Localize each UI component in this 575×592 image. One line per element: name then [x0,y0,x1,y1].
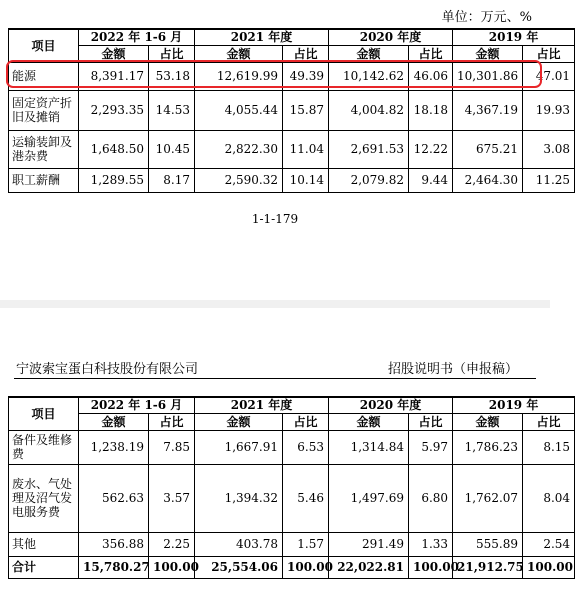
ratio-header: 占比 [409,413,453,430]
table-cell: 555.89 [453,532,523,556]
ratio-header: 占比 [523,45,575,62]
period-header: 2022 年 1-6 月 [79,29,195,45]
table-cell: 1,648.50 [79,130,149,168]
table-cell: 46.06 [409,62,453,90]
table-cell: 15.87 [283,90,329,130]
table-cell: 2.54 [523,532,575,556]
highlight-box [6,60,542,88]
table-cell: 6.80 [409,464,453,532]
table-cell: 3.57 [149,464,195,532]
table-cell: 356.88 [79,532,149,556]
company-name: 宁波索宝蛋白科技股份有限公司 [16,362,199,377]
table-cell: 8.17 [149,168,195,192]
table-cell: 11.04 [283,130,329,168]
table-cell: 47.01 [523,62,575,90]
header-row [9,397,575,413]
table-cell: 12.22 [409,130,453,168]
table-cell: 2,079.82 [329,168,409,192]
table-cell: 7.85 [149,430,195,464]
table-cell: 10,301.86 [453,62,523,90]
table-cell: 1,289.55 [79,168,149,192]
row-label: 固定资产折旧及摊销 [9,90,79,130]
amount-header: 金额 [453,45,523,62]
period-header: 2019 年 [453,29,575,45]
row-label: 运输装卸及港杂费 [9,130,79,168]
table-cell: 15,780.27 [79,556,149,578]
page-gap [0,300,550,308]
table-cell: 4,004.82 [329,90,409,130]
period-header: 2019 年 [453,397,575,413]
table-cell: 18.18 [409,90,453,130]
table-cell: 403.78 [195,532,283,556]
ratio-header: 占比 [283,413,329,430]
amount-header: 金额 [79,413,149,430]
row-label: 合计 [9,556,79,578]
cost-table-bottom [8,396,575,579]
row-label: 职工薪酬 [9,168,79,192]
table-cell: 14.53 [149,90,195,130]
ratio-header: 占比 [283,45,329,62]
table-cell: 11.25 [523,168,575,192]
table-cell: 291.49 [329,532,409,556]
page-number: 1-1-179 [251,212,299,226]
table-cell: 2,691.53 [329,130,409,168]
table-cell: 4,367.19 [453,90,523,130]
table-cell: 2,590.32 [195,168,283,192]
table-row [9,556,575,578]
row-label: 其他 [9,532,79,556]
period-header: 2021 年度 [195,29,329,45]
table-cell: 1,238.19 [79,430,149,464]
document-type: 招股说明书（申报稿） [388,362,519,377]
item-header: 项目 [9,29,79,62]
table-cell: 21,912.75 [453,556,523,578]
table-cell: 53.18 [149,62,195,90]
table-cell: 1.57 [283,532,329,556]
row-label: 废水、气处理及沼气发电服务费 [9,464,79,532]
amount-header: 金额 [195,45,283,62]
table-cell: 1,667.91 [195,430,283,464]
ratio-header: 占比 [523,413,575,430]
ratio-header: 占比 [149,45,195,62]
table-cell: 675.21 [453,130,523,168]
table-cell: 4,055.44 [195,90,283,130]
table-row [9,532,575,556]
table-row [9,130,575,168]
table-cell: 8,391.17 [79,62,149,90]
table-cell: 100.00 [523,556,575,578]
table-cell: 8.15 [523,430,575,464]
item-header: 项目 [9,397,79,430]
table-cell: 100.00 [283,556,329,578]
table-cell: 5.97 [409,430,453,464]
row-label: 能源 [9,62,79,90]
table-cell: 22,022.81 [329,556,409,578]
table-cell: 3.08 [523,130,575,168]
table-cell: 1,762.07 [453,464,523,532]
table-cell: 1.33 [409,532,453,556]
table-cell: 49.39 [283,62,329,90]
period-header: 2020 年度 [329,29,453,45]
table-cell: 10,142.62 [329,62,409,90]
table-cell: 1,786.23 [453,430,523,464]
table-cell: 1,394.32 [195,464,283,532]
table-cell: 1,314.84 [329,430,409,464]
header-rule [14,378,536,379]
table-cell: 2.25 [149,532,195,556]
period-header: 2022 年 1-6 月 [79,397,195,413]
table-cell: 8.04 [523,464,575,532]
period-header: 2021 年度 [195,397,329,413]
table-row [9,90,575,130]
table-row [9,464,575,532]
table-cell: 9.44 [409,168,453,192]
table-cell: 10.45 [149,130,195,168]
cost-table-top [8,28,575,193]
header-row [9,29,575,45]
table-cell: 2,293.35 [79,90,149,130]
ratio-header: 占比 [149,413,195,430]
table-cell: 5.46 [283,464,329,532]
table-row [9,430,575,464]
table-row [9,168,575,192]
table-cell: 100.00 [149,556,195,578]
table-cell: 562.63 [79,464,149,532]
amount-header: 金额 [453,413,523,430]
amount-header: 金额 [329,413,409,430]
table-cell: 12,619.99 [195,62,283,90]
table-cell: 2,822.30 [195,130,283,168]
ratio-header: 占比 [409,45,453,62]
table-cell: 2,464.30 [453,168,523,192]
table-cell: 100.00 [409,556,453,578]
table-cell: 10.14 [283,168,329,192]
table-cell: 25,554.06 [195,556,283,578]
table-cell: 19.93 [523,90,575,130]
row-label: 备件及维修费 [9,430,79,464]
amount-header: 金额 [195,413,283,430]
subheader-row [9,413,575,430]
unit-label: 单位：万元、% [441,10,532,25]
period-header: 2020 年度 [329,397,453,413]
amount-header: 金额 [329,45,409,62]
table-cell: 1,497.69 [329,464,409,532]
amount-header: 金额 [79,45,149,62]
table-cell: 6.53 [283,430,329,464]
